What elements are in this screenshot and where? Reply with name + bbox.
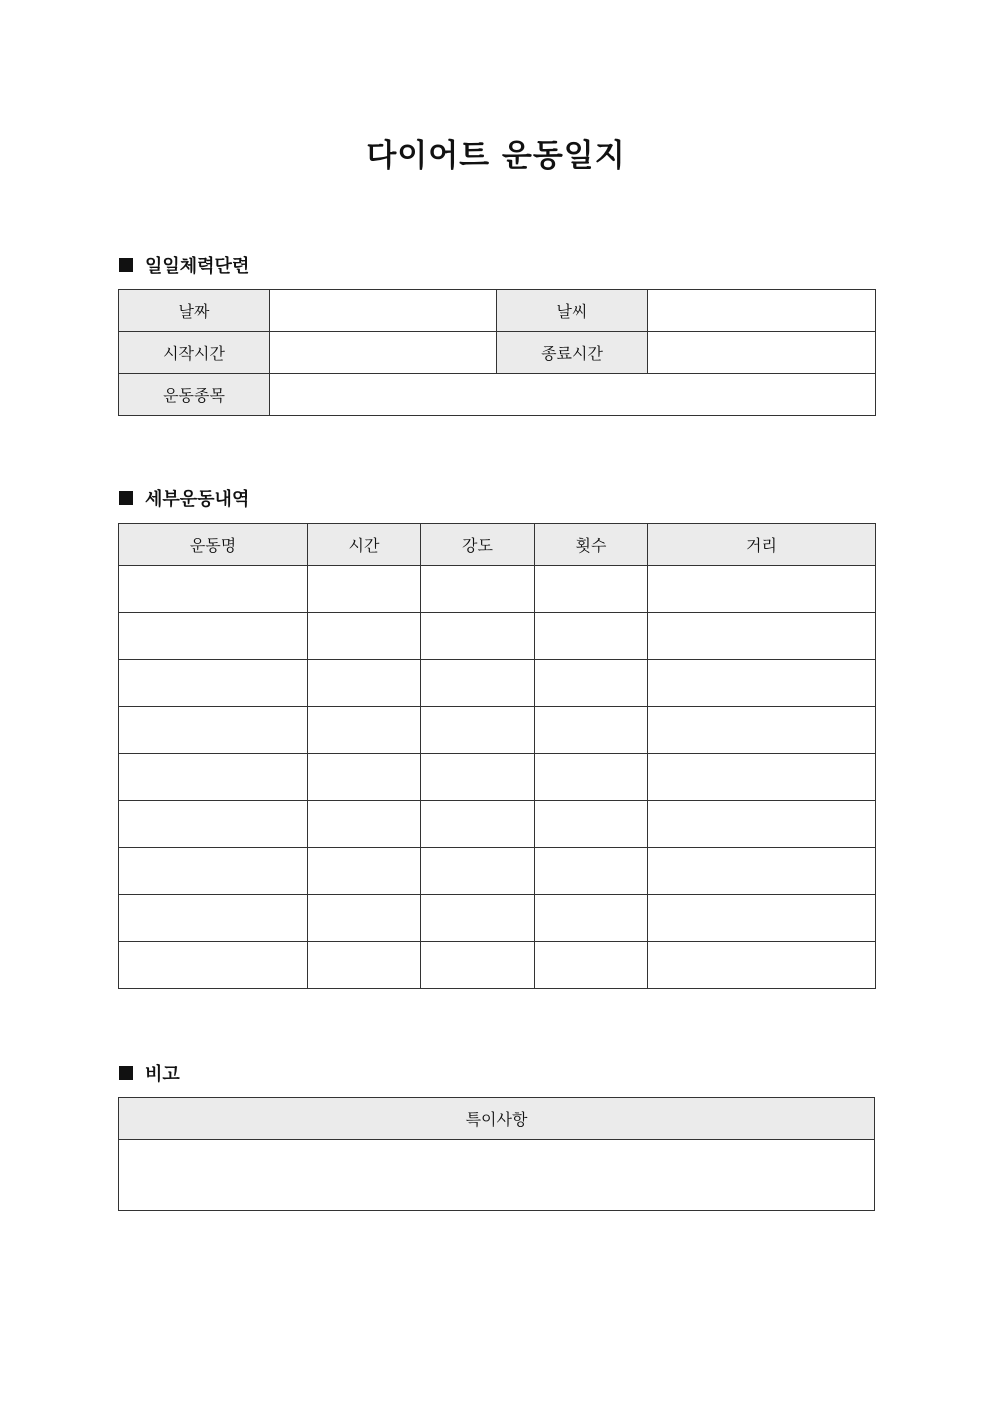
table-row <box>119 942 876 989</box>
date-label: 날짜 <box>119 290 270 332</box>
count-cell[interactable] <box>535 754 648 801</box>
table-row <box>119 707 876 754</box>
distance-cell[interactable] <box>648 613 876 660</box>
exercise-type-field[interactable] <box>270 374 876 416</box>
distance-cell[interactable] <box>648 801 876 848</box>
intensity-cell[interactable] <box>421 707 535 754</box>
time-cell[interactable] <box>308 566 421 613</box>
time-cell[interactable] <box>308 707 421 754</box>
square-bullet-icon <box>119 491 133 505</box>
distance-cell[interactable] <box>648 754 876 801</box>
time-cell[interactable] <box>308 848 421 895</box>
intensity-cell[interactable] <box>421 848 535 895</box>
time-cell[interactable] <box>308 613 421 660</box>
distance-cell[interactable] <box>648 895 876 942</box>
intensity-cell[interactable] <box>421 942 535 989</box>
table-row <box>119 374 876 416</box>
count-cell[interactable] <box>535 707 648 754</box>
exercise-name-cell[interactable] <box>119 895 308 942</box>
page-title: 다이어트 운동일지 <box>366 138 626 174</box>
time-cell[interactable] <box>308 754 421 801</box>
notes-field[interactable] <box>119 1140 875 1211</box>
end-time-label: 종료시간 <box>497 332 648 374</box>
time-cell[interactable] <box>308 942 421 989</box>
intensity-cell[interactable] <box>421 895 535 942</box>
table-row <box>119 290 876 332</box>
intensity-cell[interactable] <box>421 613 535 660</box>
column-header-intensity: 강도 <box>421 524 535 566</box>
time-cell[interactable] <box>308 801 421 848</box>
table-row <box>119 332 876 374</box>
count-cell[interactable] <box>535 895 648 942</box>
table-row <box>119 613 876 660</box>
notes-label: 특이사항 <box>119 1098 875 1140</box>
exercise-name-cell[interactable] <box>119 942 308 989</box>
weather-field[interactable] <box>648 290 876 332</box>
time-cell[interactable] <box>308 895 421 942</box>
start-time-field[interactable] <box>270 332 497 374</box>
square-bullet-icon <box>119 1066 133 1080</box>
count-cell[interactable] <box>535 566 648 613</box>
exercise-name-cell[interactable] <box>119 848 308 895</box>
distance-cell[interactable] <box>648 707 876 754</box>
distance-cell[interactable] <box>648 660 876 707</box>
column-header-time: 시간 <box>308 524 421 566</box>
column-header-exercise-name: 운동명 <box>119 524 308 566</box>
table-row <box>119 660 876 707</box>
count-cell[interactable] <box>535 801 648 848</box>
time-cell[interactable] <box>308 660 421 707</box>
intensity-cell[interactable] <box>421 566 535 613</box>
exercise-type-label: 운동종목 <box>119 374 270 416</box>
exercise-name-cell[interactable] <box>119 754 308 801</box>
table-header-row <box>119 1098 875 1140</box>
section-heading-label: 일일체력단련 <box>145 256 250 277</box>
exercise-name-cell[interactable] <box>119 707 308 754</box>
section-heading-label: 세부운동내역 <box>145 489 250 510</box>
section-heading-label: 비고 <box>145 1064 180 1085</box>
exercise-name-cell[interactable] <box>119 613 308 660</box>
exercise-detail-table <box>118 523 876 989</box>
distance-cell[interactable] <box>648 848 876 895</box>
count-cell[interactable] <box>535 660 648 707</box>
end-time-field[interactable] <box>648 332 876 374</box>
section-heading-basic <box>119 252 249 278</box>
column-header-count: 횟수 <box>535 524 648 566</box>
column-header-distance: 거리 <box>648 524 876 566</box>
date-field[interactable] <box>270 290 497 332</box>
count-cell[interactable] <box>535 942 648 989</box>
count-cell[interactable] <box>535 848 648 895</box>
count-cell[interactable] <box>535 613 648 660</box>
weather-label: 날씨 <box>497 290 648 332</box>
intensity-cell[interactable] <box>421 660 535 707</box>
table-row <box>119 895 876 942</box>
table-row <box>119 801 876 848</box>
intensity-cell[interactable] <box>421 801 535 848</box>
exercise-name-cell[interactable] <box>119 566 308 613</box>
start-time-label: 시작시간 <box>119 332 270 374</box>
intensity-cell[interactable] <box>421 754 535 801</box>
remarks-table <box>118 1097 875 1211</box>
table-row <box>119 1140 875 1211</box>
distance-cell[interactable] <box>648 566 876 613</box>
basic-info-table <box>118 289 876 416</box>
table-row <box>119 754 876 801</box>
section-heading-detail <box>119 485 249 511</box>
section-heading-remarks <box>119 1060 180 1086</box>
table-header-row <box>119 524 876 566</box>
table-row <box>119 566 876 613</box>
square-bullet-icon <box>119 258 133 272</box>
exercise-name-cell[interactable] <box>119 660 308 707</box>
table-row <box>119 848 876 895</box>
distance-cell[interactable] <box>648 942 876 989</box>
exercise-name-cell[interactable] <box>119 801 308 848</box>
